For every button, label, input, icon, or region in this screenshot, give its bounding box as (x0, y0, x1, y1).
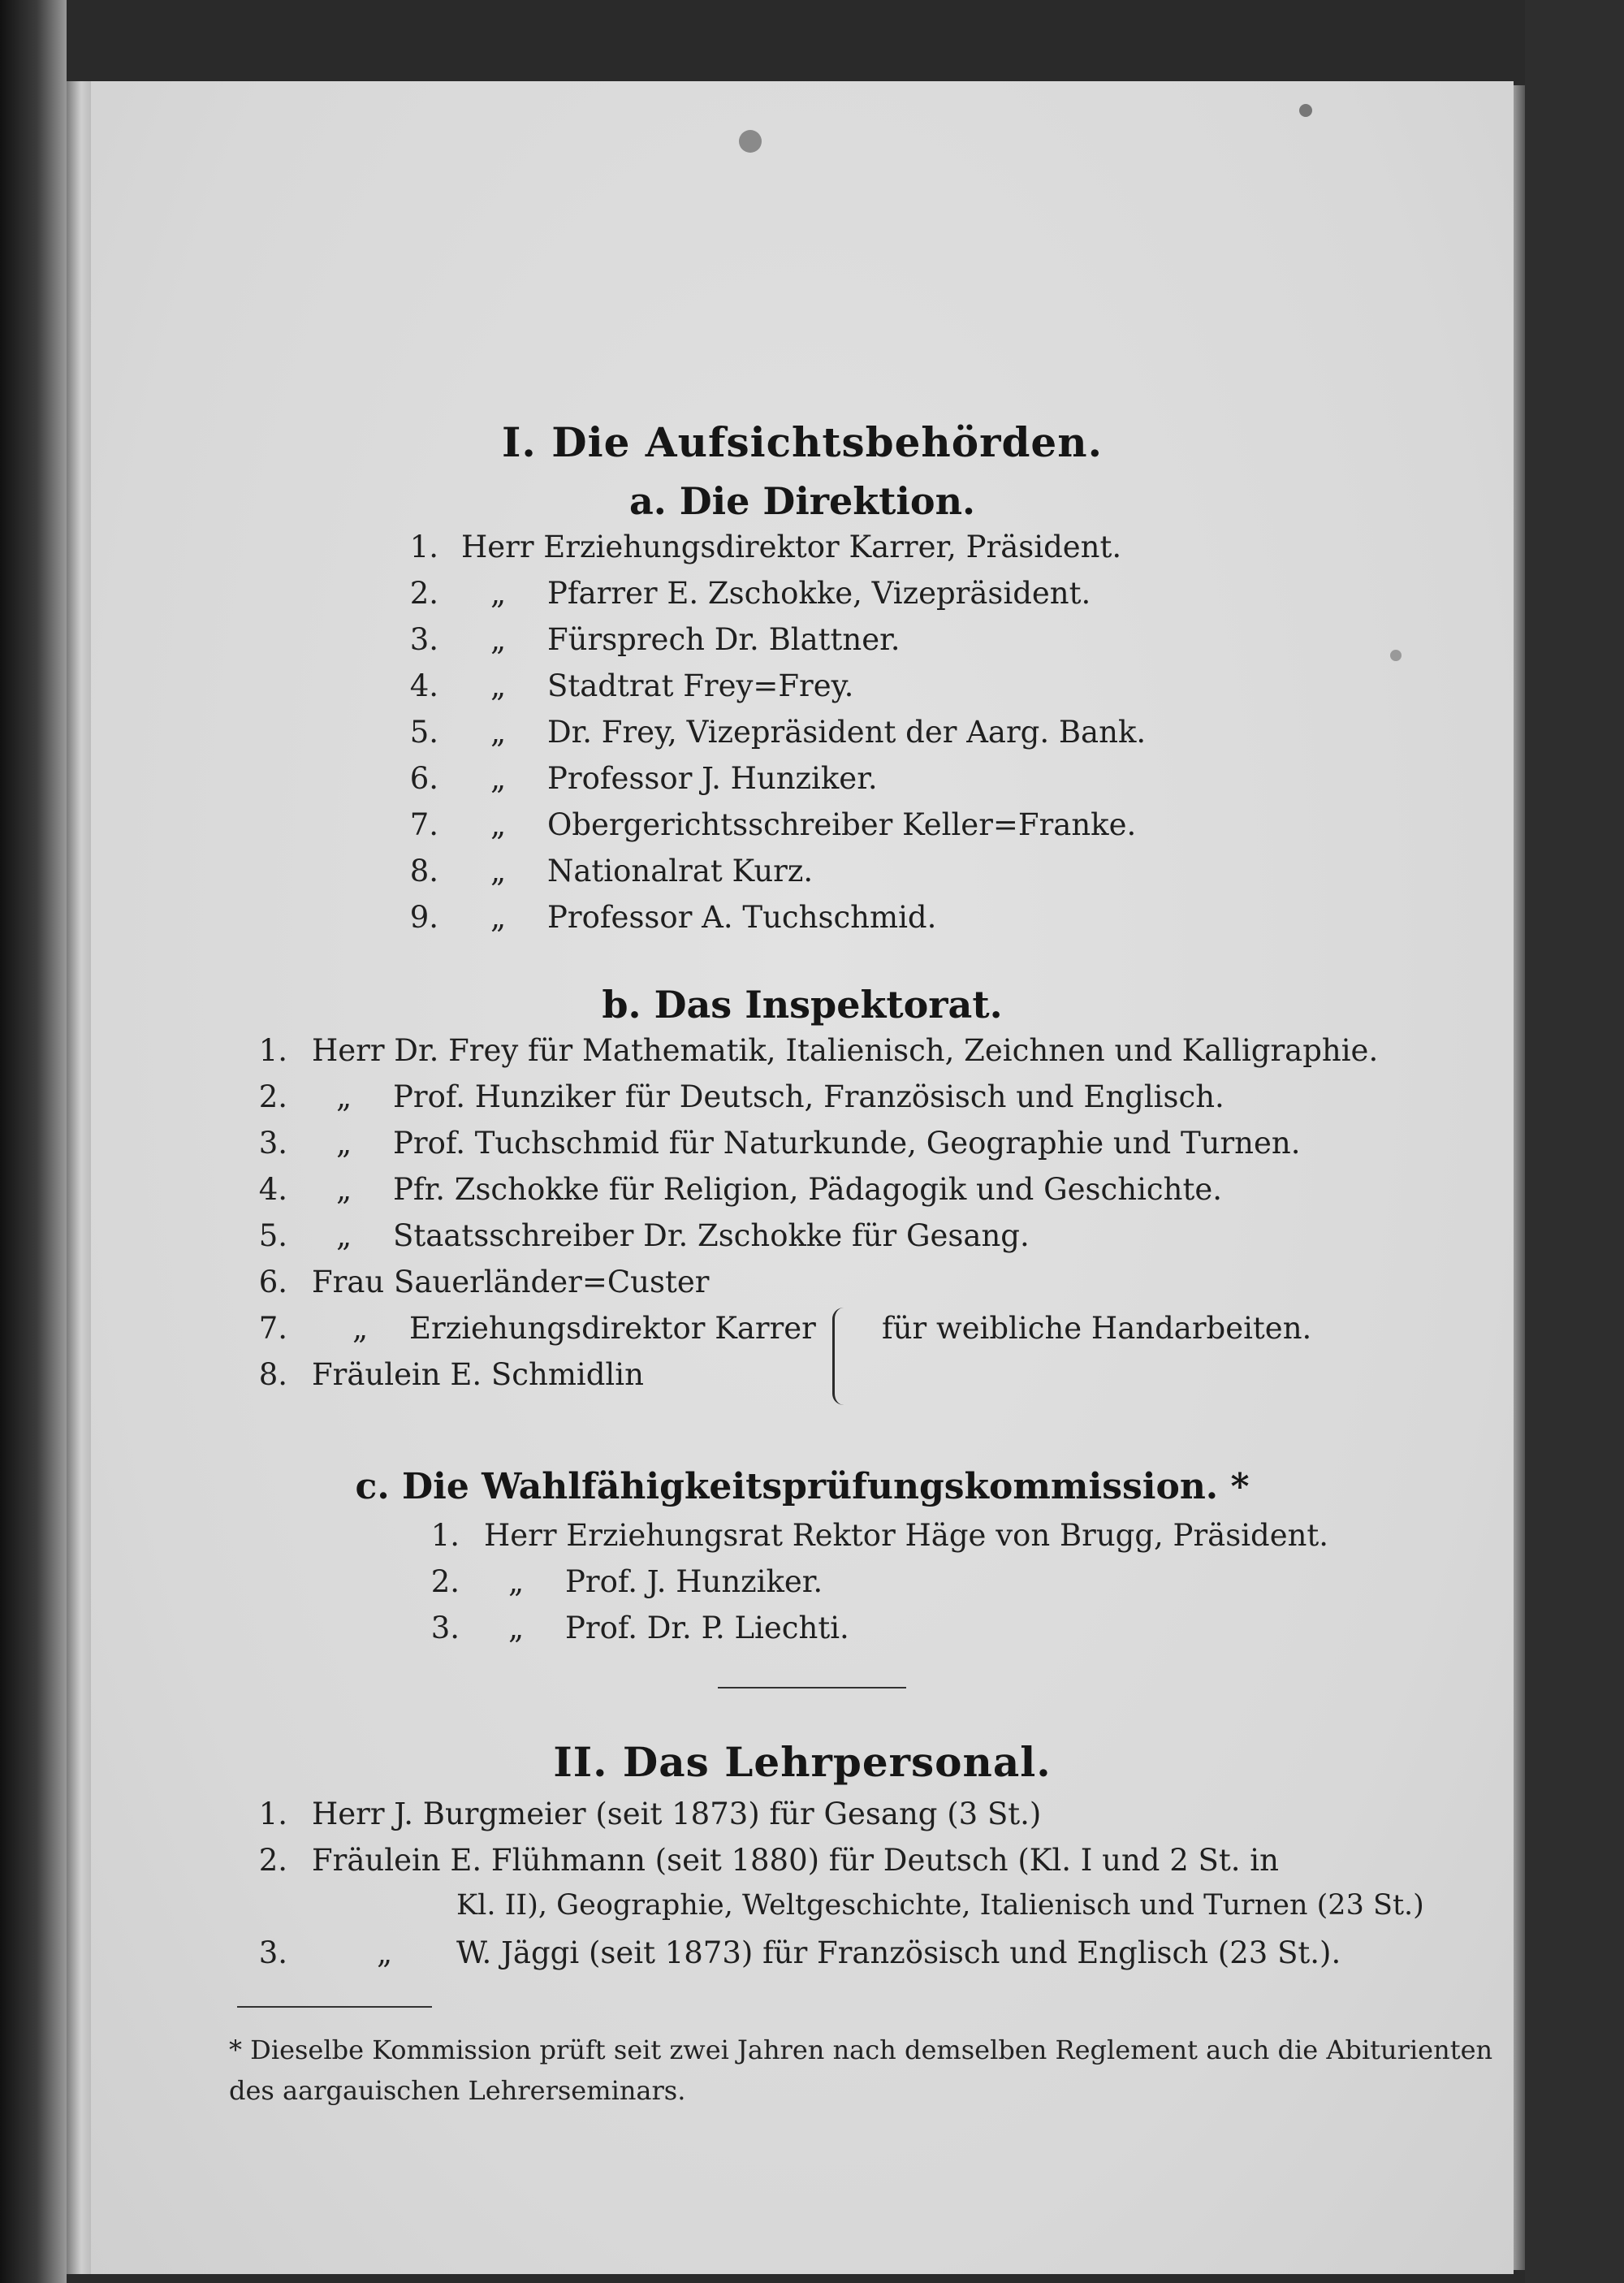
book-spine-left (0, 0, 67, 2283)
item-text: Stadtrat Frey=Frey. (547, 668, 854, 703)
item-text: Prof. Dr. P. Liechti. (565, 1611, 849, 1645)
scan-background-right (1525, 0, 1624, 2283)
section-divider (718, 1687, 906, 1688)
ditto-mark: „ (336, 1126, 352, 1161)
group-note: für weibliche Handarbeiten. (882, 1311, 1312, 1346)
item-text: Nationalrat Kurz. (547, 854, 814, 889)
item-text: Kl. II), Geographie, Weltgeschichte, Italienisch und Turnen (23 St.) (456, 1889, 1424, 1922)
item-number: 3. (258, 1935, 287, 1970)
ditto-mark: „ (490, 668, 507, 703)
item-text: Dr. Frey, Vizepräsident der Aarg. Bank. (547, 715, 1147, 750)
item-text: Prof. Tuchschmid für Naturkunde, Geographie und Turnen. (393, 1126, 1301, 1161)
subsection-heading-direktion: a. Die Direktion. (628, 479, 976, 523)
subsection-heading-kommission: c. Die Wahlfähigkeitsprüfungskommission. * (355, 1466, 1250, 1507)
item-number: 2. (409, 576, 438, 611)
item-number: 4. (258, 1172, 287, 1207)
ditto-mark: „ (490, 854, 507, 889)
paper-spot (1299, 104, 1312, 117)
item-text: Fürsprech Dr. Blattner. (547, 622, 901, 657)
item-number: 3. (430, 1611, 460, 1645)
item-text: Staatsschreiber Dr. Zschokke für Gesang. (393, 1218, 1030, 1253)
item-number: 1. (258, 1033, 287, 1068)
ditto-mark: „ (377, 1935, 393, 1970)
ditto-mark: „ (336, 1218, 352, 1253)
ditto-mark: „ (490, 807, 507, 842)
item-number: 2. (430, 1564, 460, 1599)
item-number: 7. (258, 1311, 287, 1346)
item-number: 3. (409, 622, 438, 657)
item-text: Fräulein E. Flühmann (seit 1880) für Deutsch (Kl. I und 2 St. in (312, 1843, 1279, 1878)
item-number: 9. (409, 900, 438, 935)
item-text: Fräulein E. Schmidlin (312, 1357, 644, 1392)
item-number: 8. (258, 1357, 287, 1392)
ditto-mark: „ (352, 1311, 369, 1346)
item-text: W. Jäggi (seit 1873) für Französisch und Englisch (23 St.). (456, 1935, 1341, 1970)
item-number: 5. (258, 1218, 287, 1253)
item-text: Herr J. Burgmeier (seit 1873) für Gesang (3 St.) (312, 1797, 1042, 1831)
ditto-mark: „ (490, 900, 507, 935)
item-number: 1. (430, 1518, 460, 1553)
footnote-rule (237, 2006, 432, 2008)
item-number: 2. (258, 1843, 287, 1878)
ditto-mark: „ (508, 1611, 525, 1645)
item-text: Herr Erziehungsdirektor Karrer, Präsident. (461, 530, 1122, 564)
grouping-brace (832, 1308, 849, 1405)
item-text: Professor J. Hunziker. (547, 761, 878, 796)
item-text: Prof. J. Hunziker. (565, 1564, 823, 1599)
ditto-mark: „ (490, 576, 507, 611)
item-text: Pfarrer E. Zschokke, Vizepräsident. (547, 576, 1091, 611)
ditto-mark: „ (490, 622, 507, 657)
item-number: 5. (409, 715, 438, 750)
section-heading-lehrpersonal: II. Das Lehrpersonal. (553, 1738, 1052, 1786)
subsection-heading-inspektorat: b. Das Inspektorat. (602, 983, 1003, 1027)
ditto-mark: „ (508, 1564, 525, 1599)
document-page (91, 81, 1514, 2274)
paper-spot (739, 130, 762, 153)
item-text: Frau Sauerländer=Custer (312, 1265, 710, 1299)
item-number: 2. (258, 1079, 287, 1114)
ditto-mark: „ (490, 761, 507, 796)
item-number: 7. (409, 807, 438, 842)
ditto-mark: „ (336, 1172, 352, 1207)
footnote: * Dieselbe Kommission prüft seit zwei Jahren nach demselben Reglement auch die Abiturienten des aargauischen Lehrerseminars. (229, 2034, 1493, 2106)
ditto-mark: „ (336, 1079, 352, 1114)
section-heading-authorities: I. Die Aufsichtsbehörden. (502, 418, 1103, 466)
item-text: Herr Dr. Frey für Mathematik, Italienisch, Zeichnen und Kalligraphie. (312, 1033, 1379, 1068)
item-text: Prof. Hunziker für Deutsch, Französisch und Englisch. (393, 1079, 1224, 1114)
item-number: 1. (409, 530, 438, 564)
item-number: 3. (258, 1126, 287, 1161)
item-number: 1. (258, 1797, 287, 1831)
ditto-mark: „ (490, 715, 507, 750)
item-text: Professor A. Tuchschmid. (547, 900, 937, 935)
item-number: 4. (409, 668, 438, 703)
item-number: 6. (409, 761, 438, 796)
previous-page-edge (67, 81, 91, 2274)
item-text: Pfr. Zschokke für Religion, Pädagogik und Geschichte. (393, 1172, 1223, 1207)
item-text: Erziehungsdirektor Karrer (409, 1311, 816, 1346)
item-text: Herr Erziehungsrat Rektor Häge von Brugg, Präsident. (484, 1518, 1329, 1553)
item-number: 8. (409, 854, 438, 889)
page-edge-shadow (1514, 85, 1525, 2270)
item-number: 6. (258, 1265, 287, 1299)
item-text: Obergerichtsschreiber Keller=Franke. (547, 807, 1137, 842)
paper-spot (1390, 650, 1402, 661)
